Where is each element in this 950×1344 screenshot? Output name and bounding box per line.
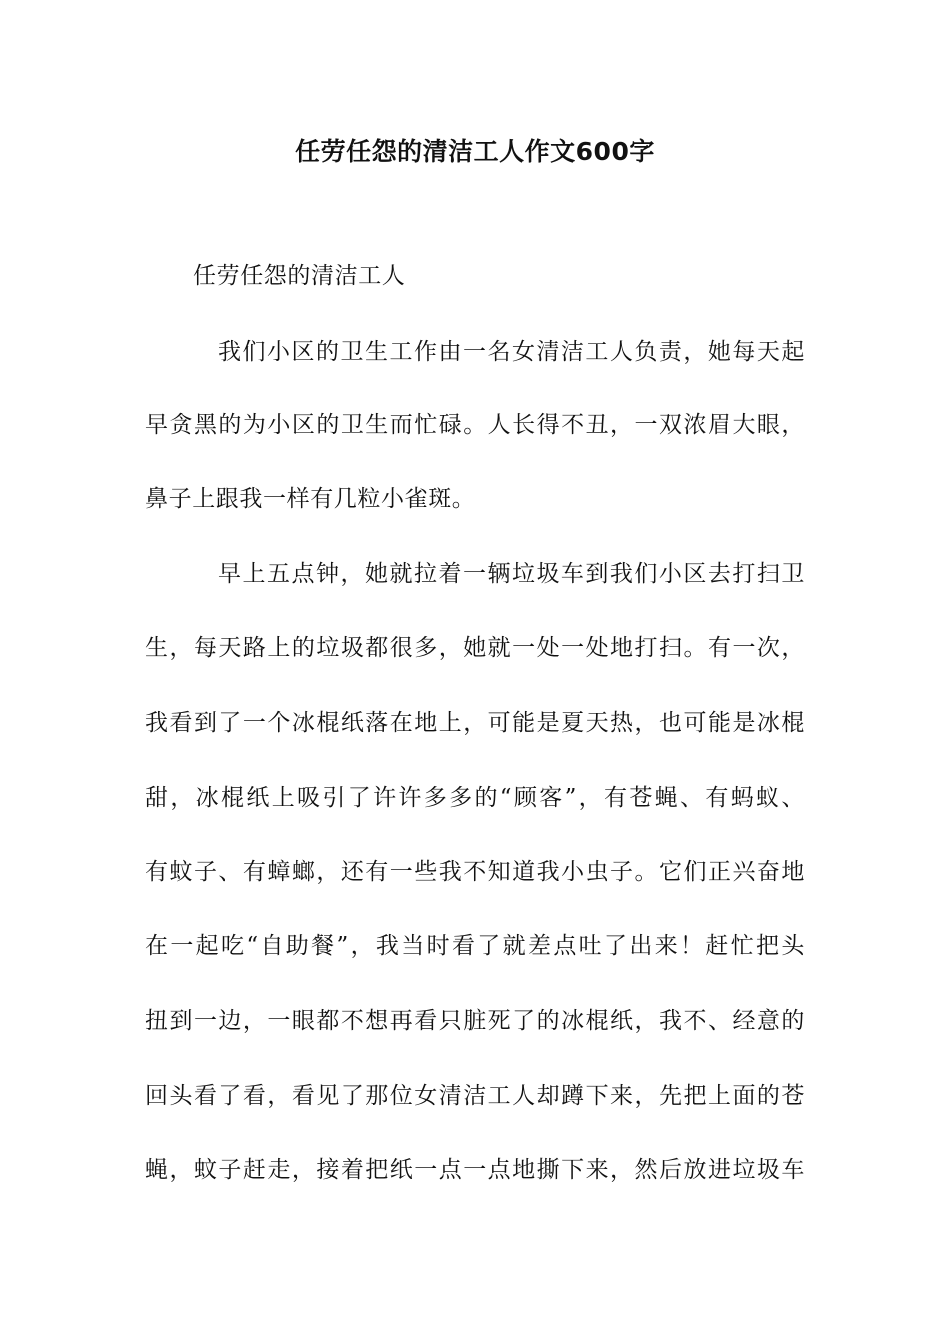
document-title: 任劳任怨的清洁工人作文600字 [295,137,655,166]
paragraph-1-line-1: 我们小区的卫生工作由一名女清洁工人负责，她每天起 [218,339,805,365]
paragraph-2-line-6: 在一起吃“自助餐”，我当时看了就差点吐了出来！赶忙把头 [145,933,805,959]
paragraph-2-line-8: 回头看了看，看见了那位女清洁工人却蹲下来，先把上面的苍 [145,1083,805,1109]
essay-subtitle: 任劳任怨的清洁工人 [193,263,406,289]
paragraph-2-line-9: 蝇，蚊子赶走，接着把纸一点一点地撕下来，然后放进垃圾车 [145,1157,805,1183]
paragraph-2-line-5: 有蚊子、有蟑螂，还有一些我不知道我小虫子。它们正兴奋地 [145,859,805,885]
paragraph-1-line-3: 鼻子上跟我一样有几粒小雀斑。 [145,486,476,512]
paragraph-2-line-3: 我看到了一个冰棍纸落在地上，可能是夏天热，也可能是冰棍 [145,710,805,736]
paragraph-2-line-1: 早上五点钟，她就拉着一辆垃圾车到我们小区去打扫卫 [218,561,805,587]
paragraph-2-line-7: 扭到一边，一眼都不想再看只脏死了的冰棍纸，我不、经意的 [145,1008,805,1034]
paragraph-1-line-2: 早贪黑的为小区的卫生而忙碌。人长得不丑，一双浓眉大眼， [145,412,805,438]
paragraph-2-line-2: 生，每天路上的垃圾都很多，她就一处一处地打扫。有一次， [145,635,805,661]
paragraph-2-line-4: 甜，冰棍纸上吸引了许许多多的“顾客”，有苍蝇、有蚂蚁、 [145,785,805,811]
